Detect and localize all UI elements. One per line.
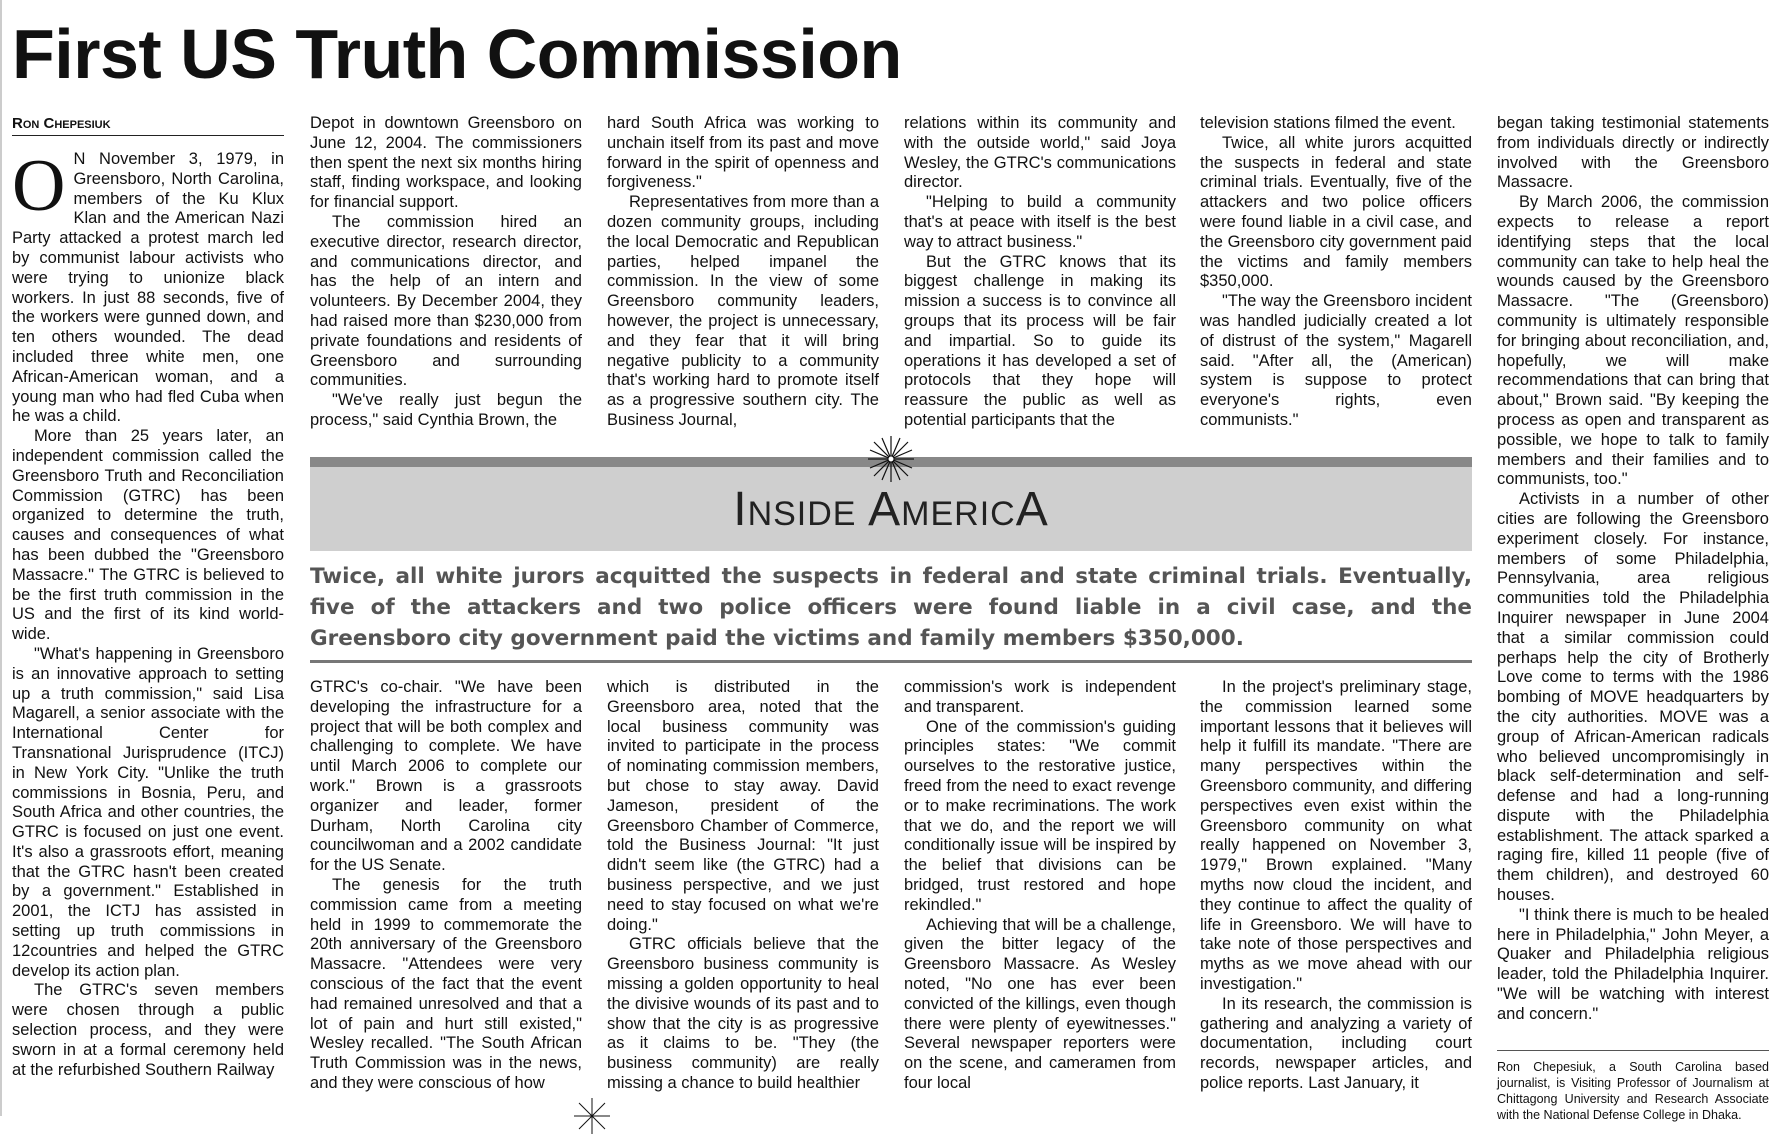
article-column-1 (12, 145, 284, 1080)
paragraph: "The way the Greensboro incident was handled judicially created a lot of distrust of the system," Magarell said. "After all, the (American) system is suppose to protect everyone's rights, even communists." (1200, 292, 1472, 429)
starburst-icon (866, 434, 916, 484)
paragraph: Twice, all white jurors acquitted the suspects in federal and state criminal trials. Eventually, five of the attackers and two police officers were found liable in a civil case, and the Greensboro city government paid the victims and family members $350,000. (1200, 133, 1472, 291)
paragraph: hard South Africa was working to unchain itself from its past and move forward in the spirit of openness and forgiveness." (607, 114, 879, 192)
paragraph: The commission hired an executive director, research director, and communications director, and has the help of an intern and volunteers. By December 2004, they had raised more than $230,000 from private foundations and residents of Greensboro and surrounding communities. (310, 212, 582, 390)
paragraph: Depot in downtown Greensboro on June 12, 2004. The commissioners then spent the next six months hiring staff, finding workspace, and looking for financial support. (310, 114, 582, 212)
article-column-5-top (1200, 114, 1472, 431)
paragraph: More than 25 years later, an independent commission called the Greensboro Truth and Reconciliation Commission (GTRC) has been organized to determine the truth, causes and consequences of what has been dubbed the "Greensboro Massacre." The GTRC is believed to be the first truth commission in the US and the first of its kind world-wide. (12, 427, 284, 644)
article-column-2-top (310, 114, 582, 431)
paragraph: commission's work is independent and transparent. (904, 678, 1176, 716)
paragraph: One of the commission's guiding principles states: "We commit ourselves to the restorative justice, freed from the need to exact revenge or to make recriminations. The work that we do, and the report we will conditionally issue will be inspired by the belief that divisions can be bridged, trust restored and hope rekindled." (904, 717, 1176, 914)
article-column-5-bottom (1200, 678, 1472, 1094)
paragraph: relations within its community and with the outside world," said Joya Wesley, the GTRC's communications director. (904, 114, 1176, 192)
paragraph: In the project's preliminary stage, the commission learned some important lessons that it believes will help it fulfill its mandate. "There are many perspectives within the Greensboro community, and differing perspectives even exist within the Greensboro community on what really happened on November 3, 1979," Brown explained. "Many myths now cloud the incident, and they continue to affect the quality of life in Greensboro. We will have to take note of those perspectives and myths as we move ahead with our investigation." (1200, 678, 1472, 993)
paragraph: "Helping to build a community that's at peace with itself is the best way to attract business." (904, 193, 1176, 251)
pull-quote-rule (310, 660, 1472, 663)
paragraph: Representatives from more than a dozen community groups, including the local Democratic and Republican parties, helped impanel the commission. In the view of some Greensboro community leaders, however, the project is unnecessary, and they fear that it will bring negative publicity to a community that's working hard to promote itself as a progressive southern city. The Business Journal, (607, 193, 879, 429)
starburst-icon (572, 1096, 612, 1136)
paragraph: GTRC's co-chair. "We have been developing the infrastructure for a project that will be both complex and challenging to complete. We have until March 2006 to complete our work." Brown is a grassroots organizer and leader, former Durham, North Carolina city councilwoman and a 2002 candidate for the US Senate. (310, 678, 582, 875)
byline: Ron Chepesiuk (12, 115, 284, 136)
paragraph: "What's happening in Greensboro is an innovative approach to setting up a truth commission," said Lisa Magarell, a senior associate with the International Center for Transnational Jurisprudence (ITCJ) in New York City. "Unlike the truth commissions in Bosnia, Peru, and South Africa and other countries, the GTRC is focused on just one event. It's also a grassroots effort, meaning that the GTRC hasn't been created by a government." Established in 2001, the ICTJ has assisted in setting up truth commissions in 12countries and helped the GTRC develop its action plan. (12, 644, 284, 980)
paragraph: began taking testimonial statements from individuals directly or indirectly involved with the Greensboro Massacre. (1497, 114, 1769, 192)
article-column-3-bottom (607, 678, 879, 1094)
paragraph: "I think there is much to be healed here in Philadelphia," John Meyer, a Quaker and Philadelphia religious leader, told the Philadelphia Inquirer. "We will be watching with interest and concern." (1497, 905, 1769, 1023)
article-column-4-bottom (904, 678, 1176, 1094)
article-column-2-bottom (310, 678, 582, 1094)
drop-cap: O (12, 145, 66, 227)
paragraph: GTRC officials believe that the Greensboro business community is missing a golden opportunity to heal the divisive wounds of its past and to show that the city is as progressive as it claims to be. "They (the business community) are really missing a chance to build healthier (607, 935, 879, 1092)
article-column-4-top (904, 114, 1176, 431)
paragraph: Achieving that will be a challenge, given the bitter legacy of the Greensboro Massacre. As Wesley noted, "No one has ever been convicted of the killings, even though there were plenty of eyewitnesses." Several newspaper reporters were on the scene, and cameramen from four local (904, 915, 1176, 1092)
article-column-6 (1497, 114, 1769, 1025)
paragraph: television stations filmed the event. (1200, 114, 1456, 132)
section-title: Inside AmericA (733, 483, 1049, 536)
headline: First US Truth Commission (12, 15, 902, 93)
paragraph: O N November 3, 1979, in Greensboro, North Carolina, members of the Ku Klux Klan and the American Nazi Party attacked a protest march led by communist labour activists who were trying to unionize black workers. In just 88 seconds, five of the workers were gunned down, and ten others wounded. The dead included three white men, one African-American woman, and a young man who had fled Cuba when he was a child. (12, 145, 284, 426)
paragraph: But the GTRC knows that its biggest challenge in making its mission a success is to convince all groups that its process will be fair and impartial. So to guide its operations it has developed a set of protocols that they hope will reassure the public as well as potential participants that the (904, 252, 1176, 429)
page-edge-line (0, 0, 2, 1116)
paragraph: In its research, the commission is gathering and analyzing a variety of documentation, including court records, newspaper articles, and police reports. Last January, it (1200, 994, 1472, 1092)
paragraph: The genesis for the truth commission came from a meeting held in 1999 to commemorate the 20th anniversary of the Greensboro Massacre. "Attendees were very conscious of the fact that the event had remained unresolved and that a lot of pain and hurt still existed," Wesley recalled. "The South African Truth Commission was in the news, and they were conscious of how (310, 875, 582, 1092)
paragraph: By March 2006, the commission expects to release a report identifying steps that the local community can take to help heal the wounds caused by the Greensboro Massacre. "The (Greensboro) community is ultimately responsible for bringing about reconciliation, and, hopefully, we will make recommendations that can bring that about," Brown said. "By keeping the process as open and transparent as possible, we hope to talk to family members and their families and to communists, too." (1497, 193, 1769, 489)
paragraph: Activists in a number of other cities are following the Greensboro experiment closely. For instance, members of some Philadelphia, Pennsylvania, area religious communities told the Philadelphia Inquirer newspaper in June 2004 that a similar commission could perhaps help the city of Brotherly Love come to terms with the 1986 bombing of MOVE headquarters by the city authorities. MOVE was a group of African-American radicals who believed uncompromisingly in black self-determination and self-defense and had a long-running dispute with the Philadelphia establishment. The attack sparked a raging fire, killed 11 people (five of them children), and destroyed 60 houses. (1497, 490, 1769, 905)
paragraph: The GTRC's seven members were chosen through a public selection process, and they were sworn in at a formal ceremony held at the refurbished Southern Railway (12, 981, 284, 1079)
author-bio: Ron Chepesiuk, a South Carolina based journalist, is Visiting Professor of Journalism at Chittagong University and Research Associate with the National Defense College in Dhaka. (1497, 1050, 1769, 1123)
paragraph: which is distributed in the Greensboro area, noted that the local business community was invited to participate in the process of nominating commission members, but chose to stay away. David Jameson, president of the Greensboro Chamber of Commerce, told the Business Journal: "It just didn't seem like (the GTRC) had a business perspective, and we just need to stay focused on what we're doing." (607, 678, 879, 934)
paragraph: "We've really just begun the process," said Cynthia Brown, the (310, 391, 582, 429)
pull-quote: Twice, all white jurors acquitted the suspects in federal and state criminal trials. Eventually, five of the attackers and two police officers were found liable in a civil case, and the Greensboro city government paid the victims and family members $350,000. (310, 564, 1472, 651)
article-column-3-top (607, 114, 879, 431)
